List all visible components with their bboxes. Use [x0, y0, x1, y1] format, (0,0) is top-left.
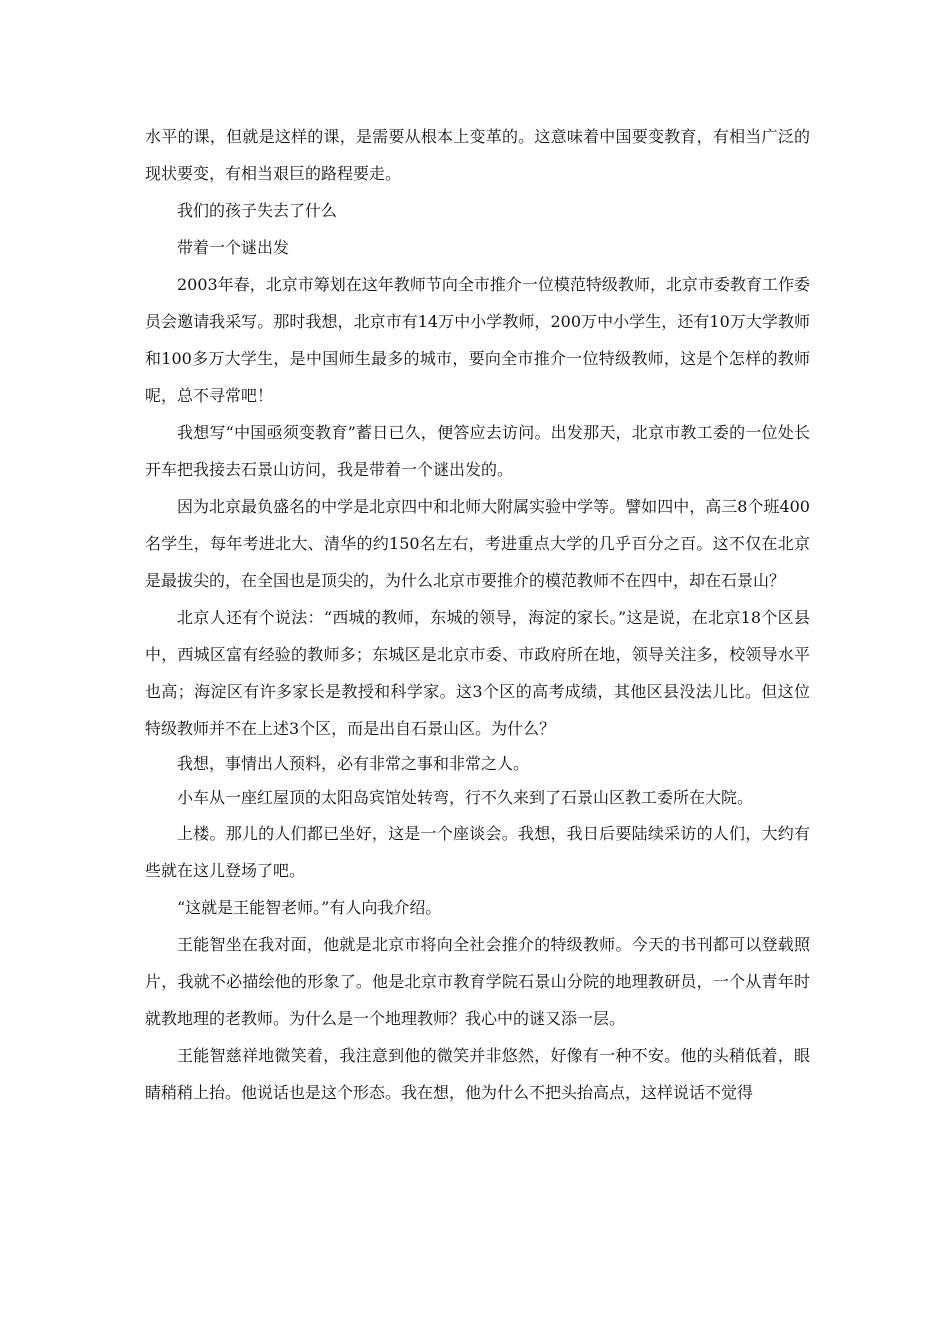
- section-heading: 我们的孩子失去了什么: [177, 201, 338, 220]
- paragraph: 王能智坐在我对面，他就是北京市将向全社会推介的特级教师。今天的书刊都可以登载照片，我就不必描绘他的形象了。他是北京市教育学院石景山分院的地理教研员，一个从青年时就教地理的老教师。为什么是一个地理教师？我心中的谜又添一层。: [145, 935, 810, 1028]
- paragraph: 王能智慈祥地微笑着，我注意到他的微笑并非悠然，好像有一种不安。他的头稍低着，眼睛稍稍上抬。他说话也是这个形态。我在想，他为什么不把头抬高点，这样说话不觉得: [145, 1046, 810, 1102]
- paragraph: 我想，事情出人预料，必有非常之事和非常之人。: [177, 754, 530, 773]
- paragraph: 上楼。那儿的人们都已坐好，这是一个座谈会。我想，我日后要陆续采访的人们，大约有些就在这儿登场了吧。: [145, 824, 810, 880]
- paragraph: 我想写“中国亟须变教育”蓄日已久，便答应去访问。出发那天，北京市教工委的一位处长开车把我接去石景山访问，我是带着一个谜出发的。: [145, 423, 810, 479]
- paragraph: 小车从一座红屋顶的太阳岛宾馆处转弯，行不久来到了石景山区教工委所在大院。: [177, 788, 754, 807]
- paragraph: 北京人还有个说法：“西城的教师，东城的领导，海淀的家长。”这是说，在北京18个区县中，西城区富有经验的教师多；东城区是北京市委、市政府所在地，领导关注多，校领导水平也高；海淀区有许多家长是教授和科学家。这3个区的高考成绩，其他区县没法儿比。但这位特级教师并不在上述3个区，而是出自石景山区。为什么？: [145, 608, 810, 738]
- subsection-heading: 带着一个谜出发: [177, 238, 290, 257]
- paragraph: 2003年春，北京市筹划在这年教师节向全市推介一位模范特级教师，北京市委教育工作委员会邀请我采写。那时我想，北京市有14万中小学教师，200万中小学生，还有10万大学教师和100多万大学生，是中国师生最多的城市，要向全市推介一位特级教师，这是个怎样的教师呢，总不寻常吧！: [145, 275, 810, 405]
- paragraph: “这就是王能智老师。”有人向我介绍。: [177, 898, 442, 917]
- paragraph-continuation: 水平的课，但就是这样的课，是需要从根本上变革的。这意味着中国要变教育，有相当广泛的现状要变，有相当艰巨的路程要走。: [145, 127, 810, 183]
- paragraph: 因为北京最负盛名的中学是北京四中和北师大附属实验中学等。譬如四中，高三8个班400名学生，每年考进北大、清华的约150名左右，考进重点大学的几乎百分之百。这不仅在北京是最拔尖的，在全国也是顶尖的，为什么北京市要推介的模范教师不在四中，却在石景山？: [145, 497, 810, 590]
- body-text: [145, 118, 810, 1111]
